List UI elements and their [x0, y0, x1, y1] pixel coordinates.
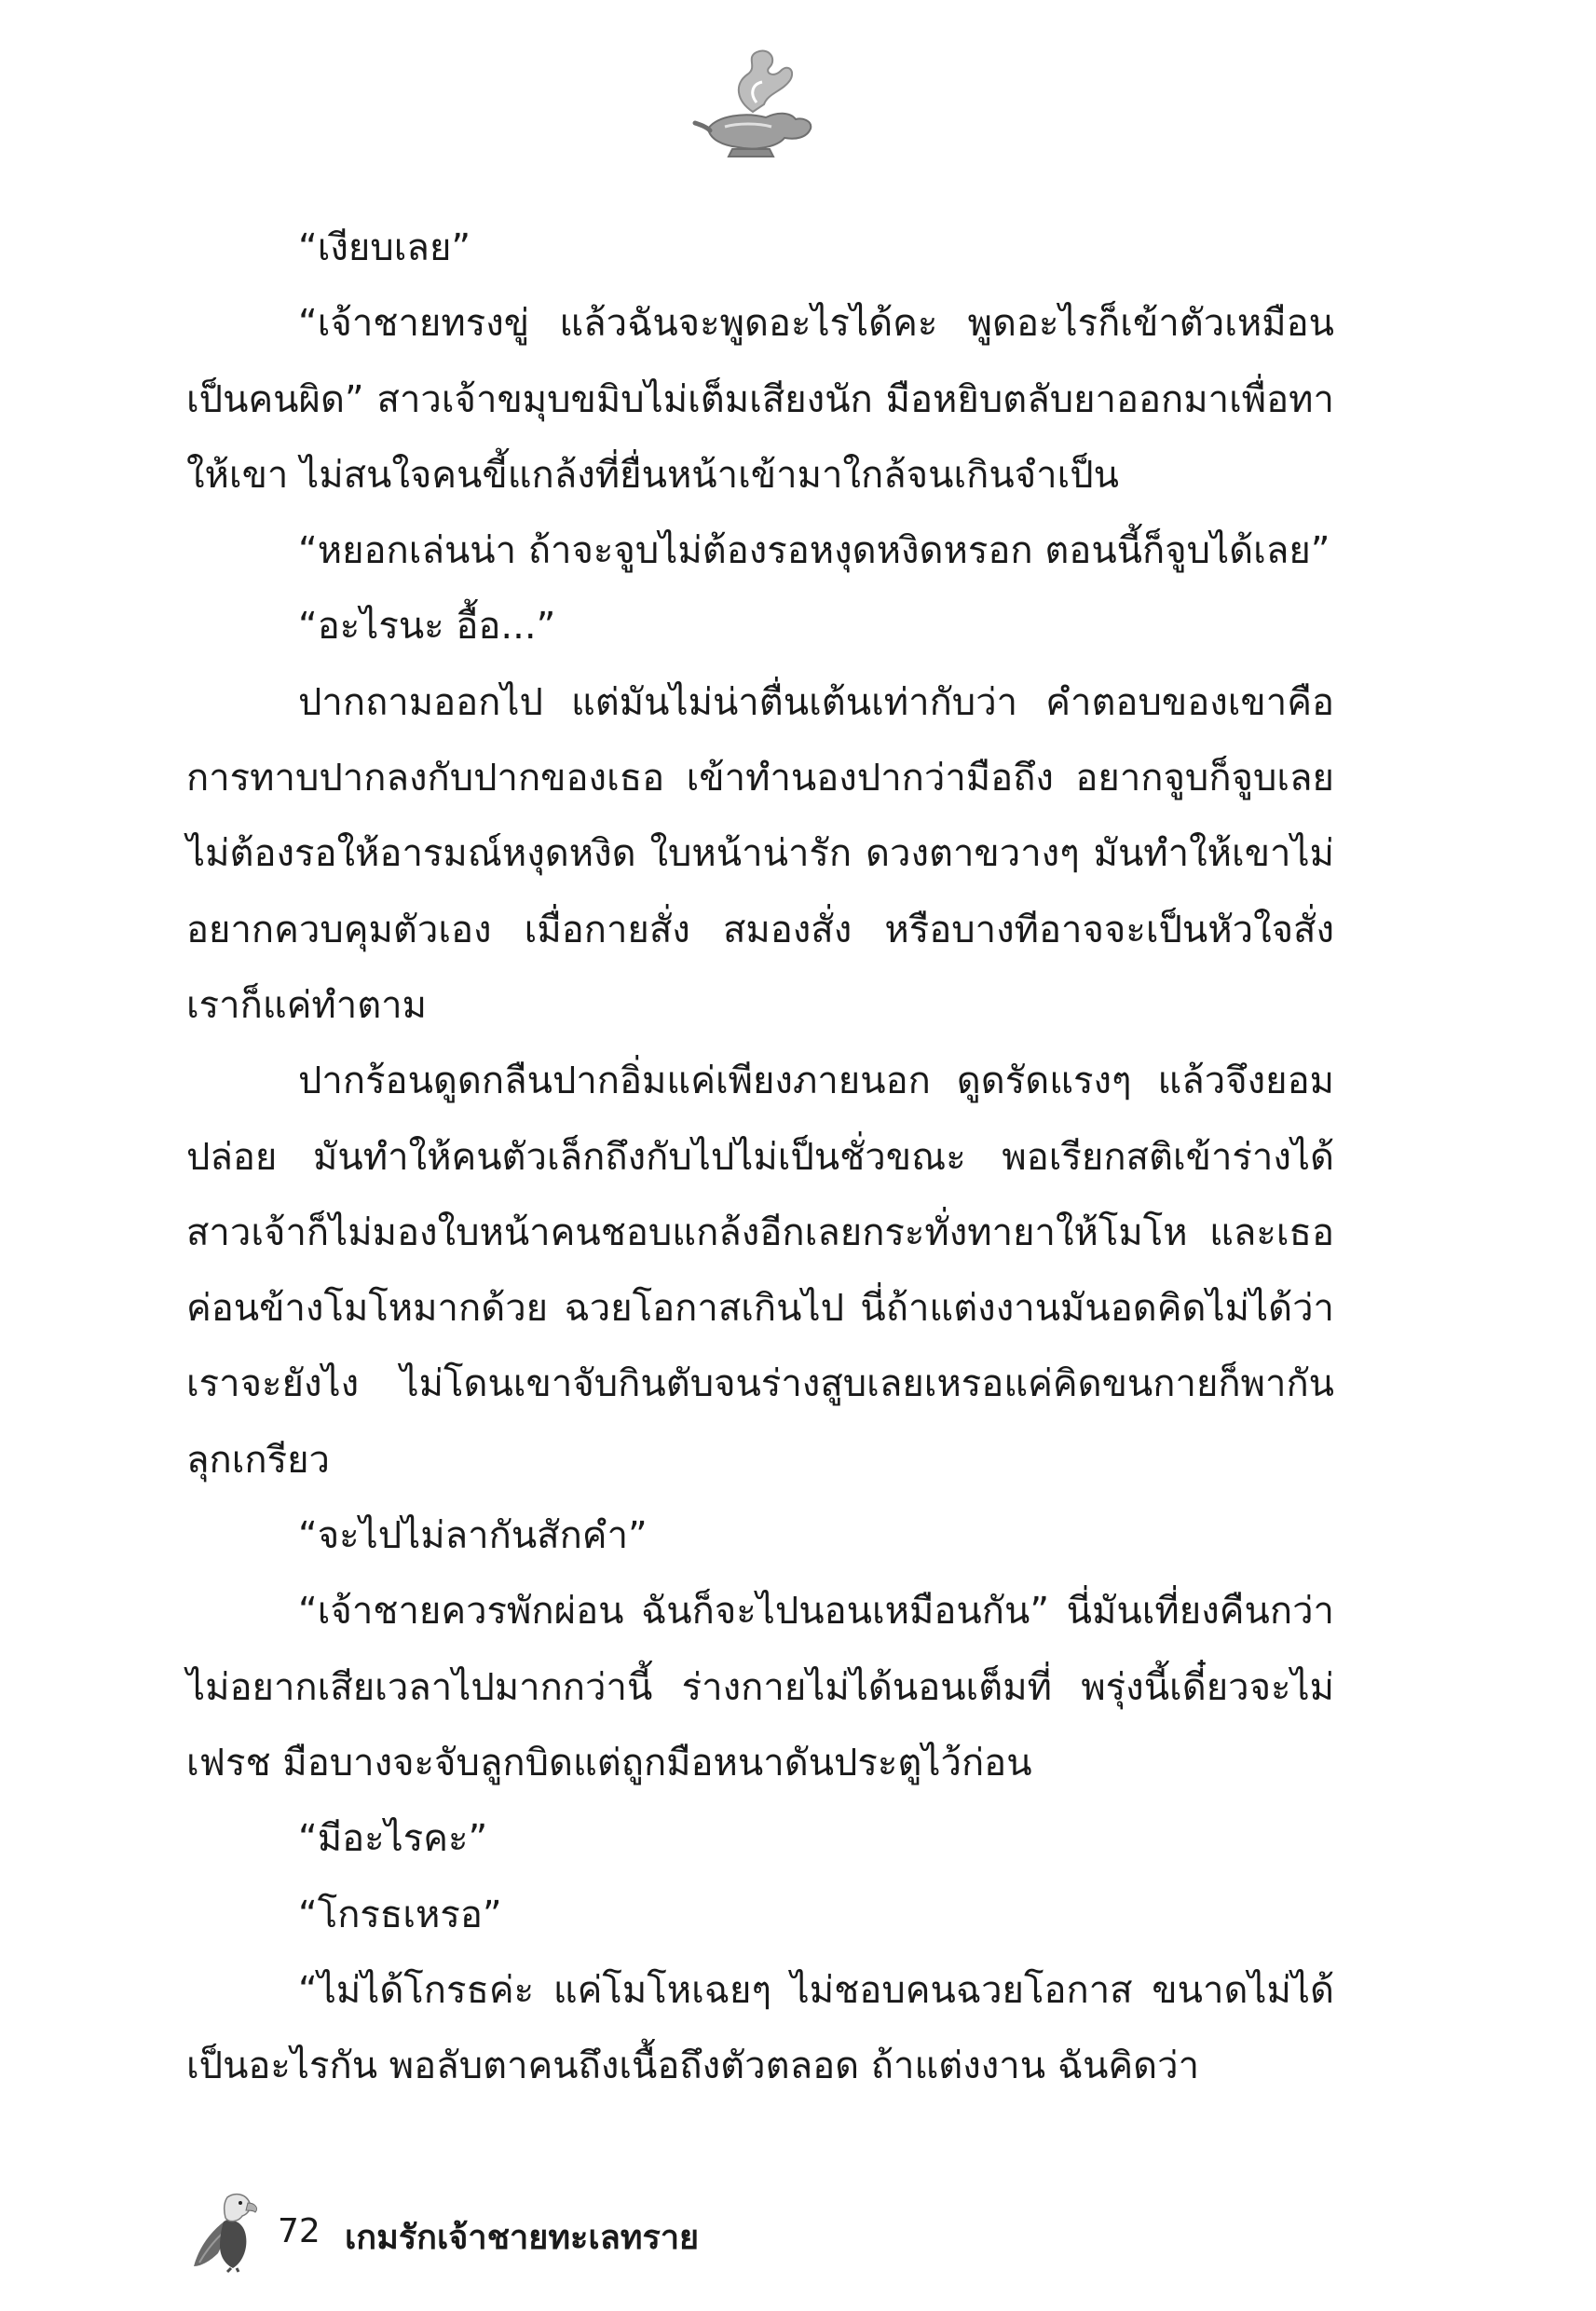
- body-text: [186, 211, 1334, 2104]
- genie-lamp-icon: [680, 47, 829, 168]
- paragraph: “หยอกเล่นน่า ถ้าจะจูบไม่ต้องรอหงุดหงิดหรอก ตอนนี้ก็จูบได้เลย”: [298, 529, 1330, 573]
- page-footer: [186, 2181, 1025, 2274]
- paragraph: ปากถามออกไป แต่มันไม่น่าตื่นเต้นเท่ากับว่า คำตอบของเขาคือการทาบปากลงกับปากของเธอ เข้าทำนองปากว่ามือถึง อยากจูบก็จูบเลยไม่ต้องรอให้อารมณ์หงุดหงิด ใบหน้าน่ารัก ดวงตาขวางๆ มันทำให้เขาไม่อยากควบคุมตัวเอง เมื่อกายสั่ง สมองสั่ง หรือบางทีอาจจะเป็นหัวใจสั่ง เราก็แค่ทำตาม: [186, 680, 1334, 1027]
- paragraph: “เงียบเลย”: [298, 226, 471, 269]
- paragraph: “อะไรนะ อื้อ...”: [298, 605, 556, 649]
- paragraph: “โกรธเหรอ”: [298, 1893, 502, 1936]
- paragraph: “ไม่ได้โกรธค่ะ แค่โมโหเฉยๆ ไม่ชอบคนฉวยโอกาส ขนาดไม่ได้เป็นอะไรกัน พอลับตาคนถึงเนื้อถึงตัวตลอด ถ้าแต่งงาน ฉันคิดว่า: [186, 1968, 1334, 2088]
- paragraph: “เจ้าชายทรงขู่ แล้วฉันจะพูดอะไรได้คะ พูดอะไรก็เข้าตัวเหมือนเป็นคนผิด” สาวเจ้าขมุบขมิบไม่เต็มเสียงนัก มือหยิบตลับยาออกมาเพื่อทาให้เขา ไม่สนใจคนขี้แกล้งที่ยื่นหน้าเข้ามาใกล้จนเกินจำเป็น: [186, 302, 1334, 497]
- paragraph: ปากร้อนดูดกลืนปากอิ่มแค่เพียงภายนอก ดูดรัดแรงๆ แล้วจึงยอมปล่อย มันทำให้คนตัวเล็กถึงกับไปไม่เป็นชั่วขณะ พอเรียกสติเข้าร่างได้สาวเจ้าก็ไม่มองใบหน้าคนชอบแกล้งอีกเลยกระทั่งทายาให้โมโห และเธอค่อนข้างโมโหมากด้วย ฉวยโอกาสเกินไป นี่ถ้าแต่งงานมันอดคิดไม่ได้ว่าเราจะยังไง ไม่โดนเขาจับกินตับจนร่างสูบเลยเหรอแค่คิดขนกายก็พากันลุกเกรียว: [186, 1060, 1334, 1482]
- page-number: 72: [278, 2212, 321, 2250]
- paragraph: “เจ้าชายควรพักผ่อน ฉันก็จะไปนอนเหมือนกัน” นี่มันเที่ยงคืนกว่า ไม่อยากเสียเวลาไปมากกว่านี้ ร่างกายไม่ได้นอนเต็มที่ พรุ่งนี้เดี๋ยวจะไม่เฟรช มือบางจะจับลูกบิดแต่ถูกมือหนาดันประตูไว้ก่อน: [186, 1590, 1334, 1785]
- paragraph: “มีอะไรคะ”: [298, 1817, 488, 1861]
- paragraph: “จะไปไม่ลากันสักคำ”: [298, 1514, 648, 1558]
- book-title: เกมรักเจ้าชายทะเลทราย: [345, 2219, 700, 2257]
- eagle-icon: [186, 2181, 270, 2274]
